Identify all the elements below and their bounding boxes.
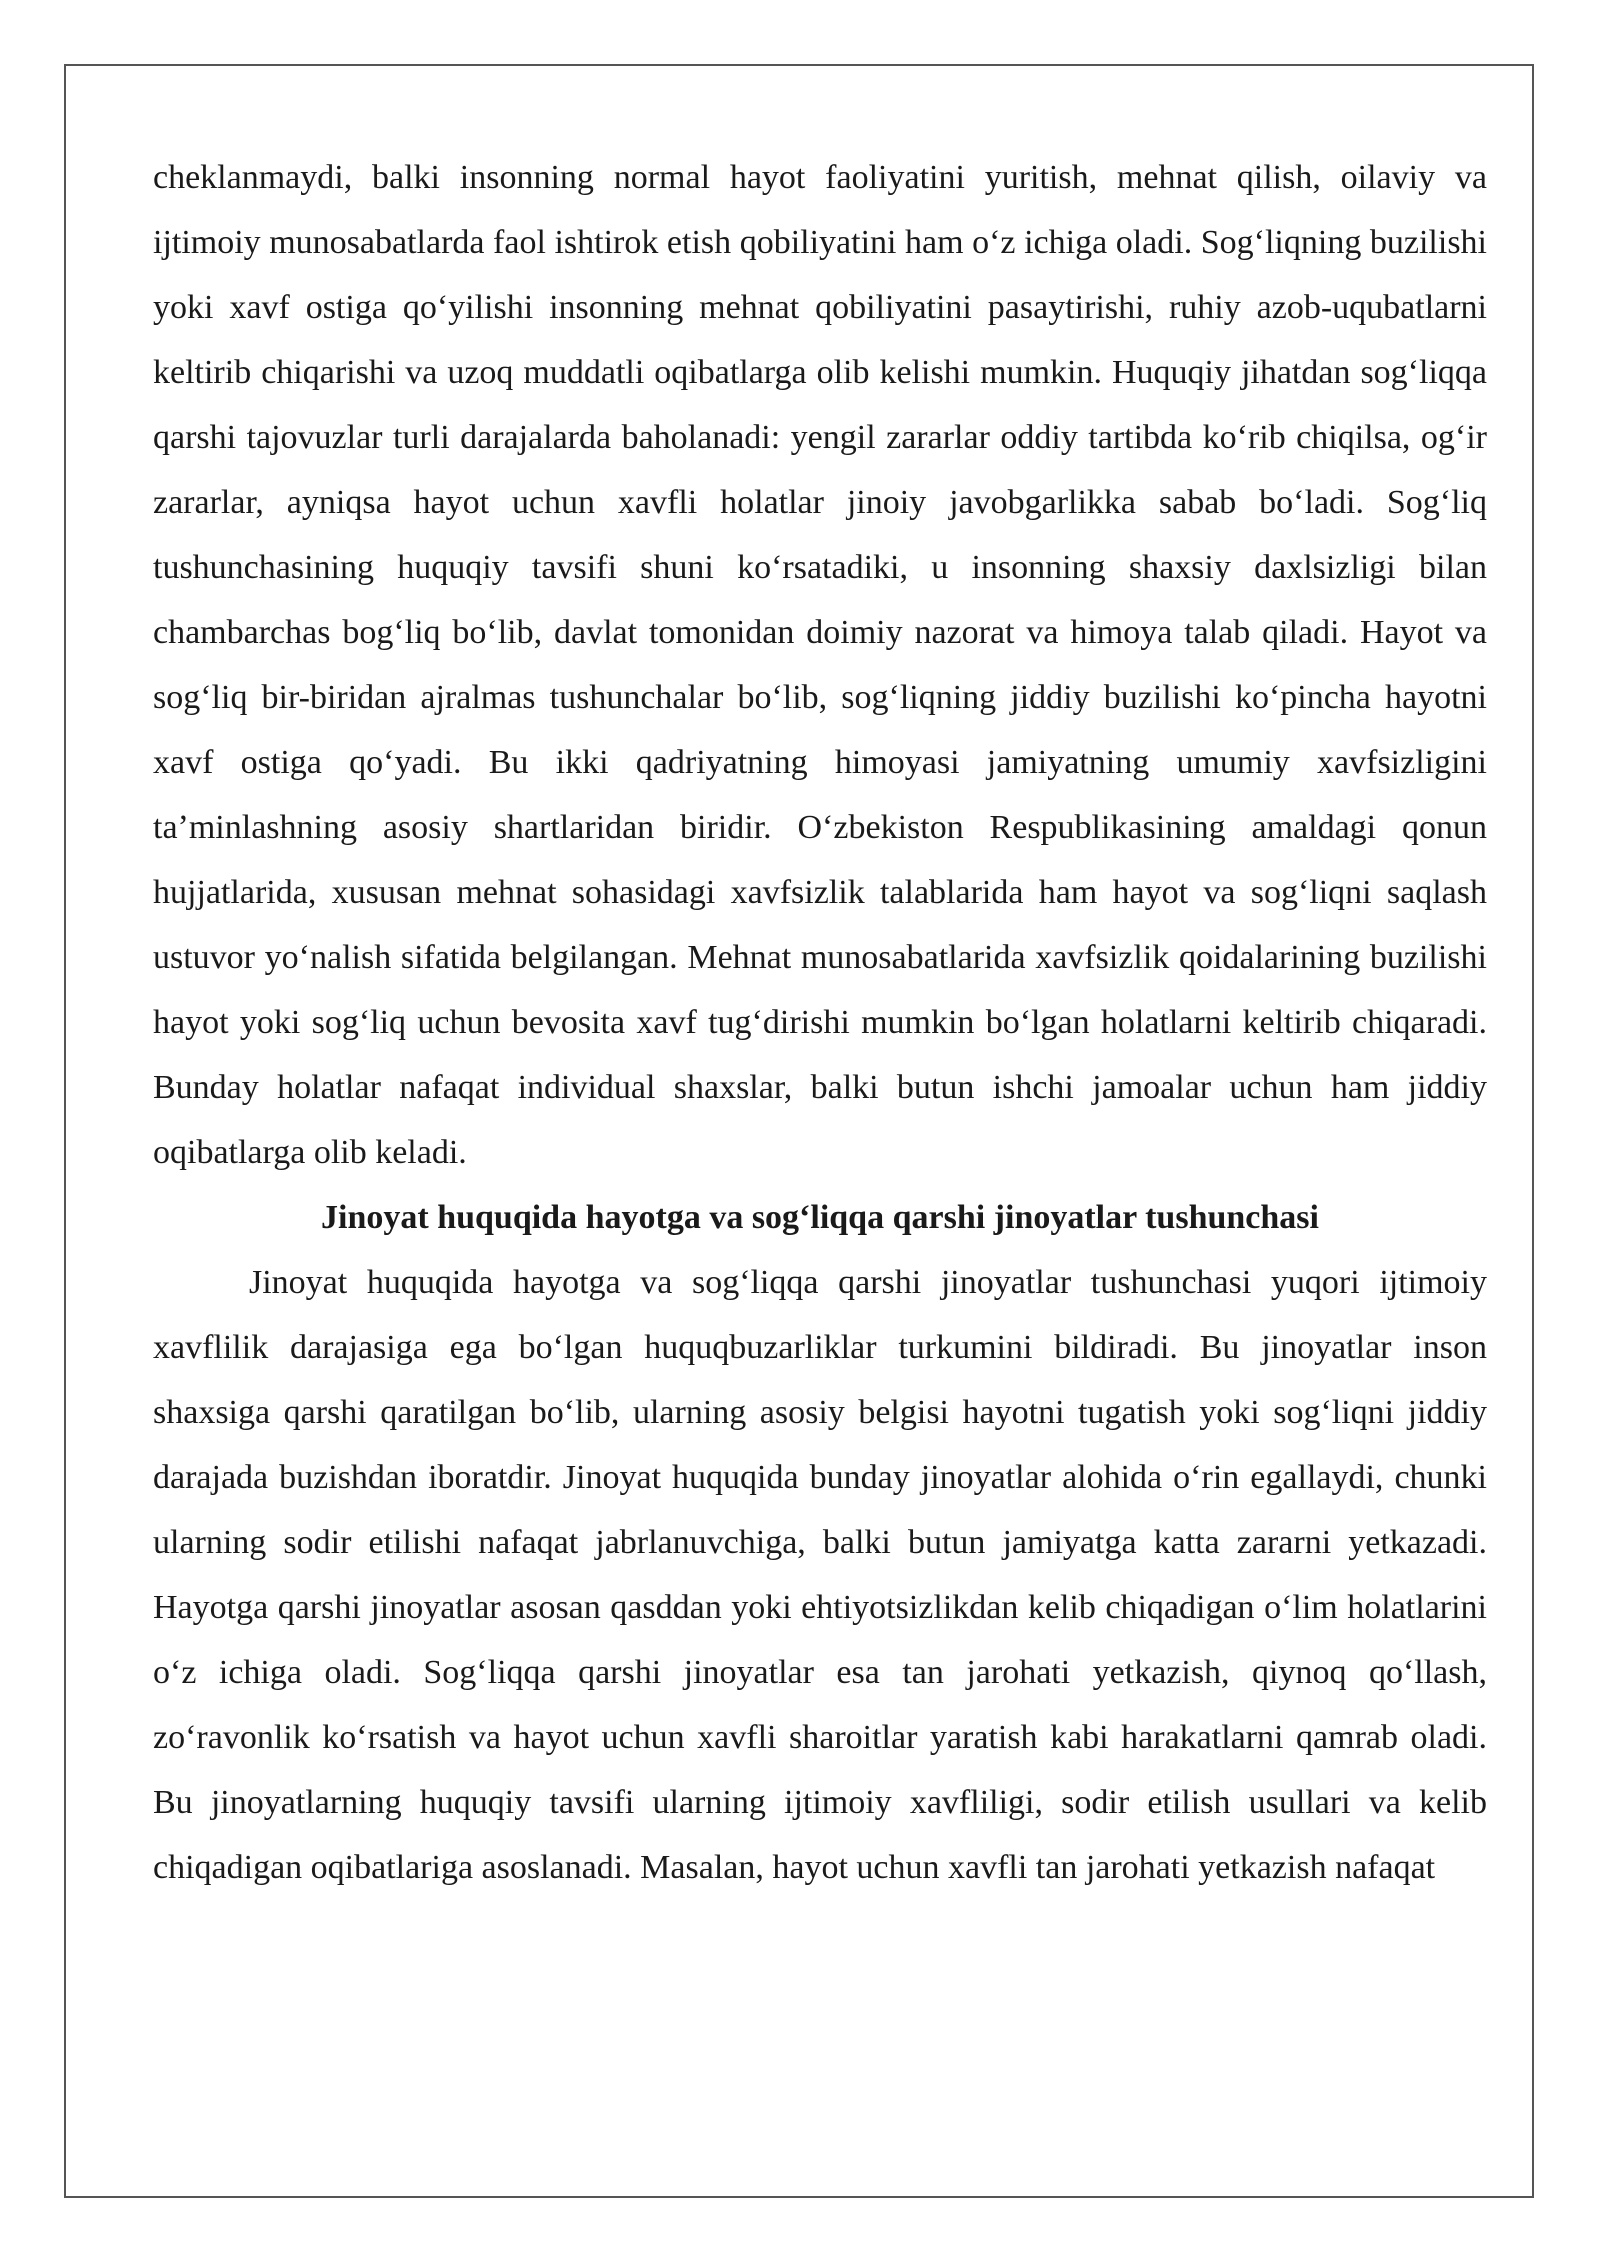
body-paragraph: cheklanmaydi, balki insonning normal hayot faoliyatini yuritish, mehnat qilish, oilaviy va ijtimoiy munosabatlarda faol ishtirok etish qobiliyatini ham oʻz ichiga oladi. Sogʻliqning buzilishi yoki xavf ostiga qoʻyilishi insonning mehnat qobiliyatini pasaytirishi, ruhiy azob-uqubatlarni keltirib chiqarishi va uzoq muddatli oqibatlarga olib kelishi mumkin. Huquqiy jihatdan sogʻliqqa qarshi tajovuzlar turli darajalarda baholanadi: yengil zararlar oddiy tartibda koʻrib chiqilsa, ogʻir zararlar, ayniqsa hayot uchun xavfli holatlar jinoiy javobgarlikka sabab boʻladi. Sogʻliq tushunchasining huquqiy tavsifi shuni koʻrsatadiki, u insonning shaxsiy daxlsizligi bilan chambarchas bogʻliq boʻlib, davlat tomonidan doimiy nazorat va himoya talab qiladi. Hayot va sogʻliq bir-biridan ajralmas tushunchalar boʻlib, sogʻliqning jiddiy buzilishi koʻpincha hayotni xavf ostiga qoʻyadi. Bu ikki qadriyatning himoyasi jamiyatning umumiy xavfsizligini taʼminlashning asosiy shartlaridan biridir. Oʻzbekiston Respublikasining amaldagi qonun hujjatlarida, xususan mehnat sohasidagi xavfsizlik talablarida ham hayot va sogʻliqni saqlash ustuvor yoʻnalish sifatida belgilangan. Mehnat munosabatlarida xavfsizlik qoidalarining buzilishi hayot yoki sogʻliq uchun bevosita xavf tugʻdirishi mumkin boʻlgan holatlarni keltirib chiqaradi. Bunday holatlar nafaqat individual shaxslar, balki butun ishchi jamoalar uchun ham jiddiy oqibatlarga olib keladi.: [153, 159, 1487, 1171]
section-heading: Jinoyat huquqida hayotga va sogʻliqqa qarshi jinoyatlar tushunchasi: [321, 1199, 1319, 1236]
document-body: [153, 145, 1487, 1900]
body-paragraph: Jinoyat huquqida hayotga va sogʻliqqa qarshi jinoyatlar tushunchasi yuqori ijtimoiy xavflilik darajasiga ega boʻlgan huquqbuzarliklar turkumini bildiradi. Bu jinoyatlar inson shaxsiga qarshi qaratilgan boʻlib, ularning asosiy belgisi hayotni tugatish yoki sogʻliqni jiddiy darajada buzishdan iboratdir. Jinoyat huquqida bunday jinoyatlar alohida oʻrin egallaydi, chunki ularning sodir etilishi nafaqat jabrlanuvchiga, balki butun jamiyatga katta zararni yetkazadi. Hayotga qarshi jinoyatlar asosan qasddan yoki ehtiyotsizlikdan kelib chiqadigan oʻlim holatlarini oʻz ichiga oladi. Sogʻliqqa qarshi jinoyatlar esa tan jarohati yetkazish, qiynoq qoʻllash, zoʻravonlik koʻrsatish va hayot uchun xavfli sharoitlar yaratish kabi harakatlarni qamrab oladi. Bu jinoyatlarning huquqiy tavsifi ularning ijtimoiy xavfliligi, sodir etilish usullari va kelib chiqadigan oqibatlariga asoslanadi. Masalan, hayot uchun xavfli tan jarohati yetkazish nafaqat: [153, 1264, 1487, 1886]
